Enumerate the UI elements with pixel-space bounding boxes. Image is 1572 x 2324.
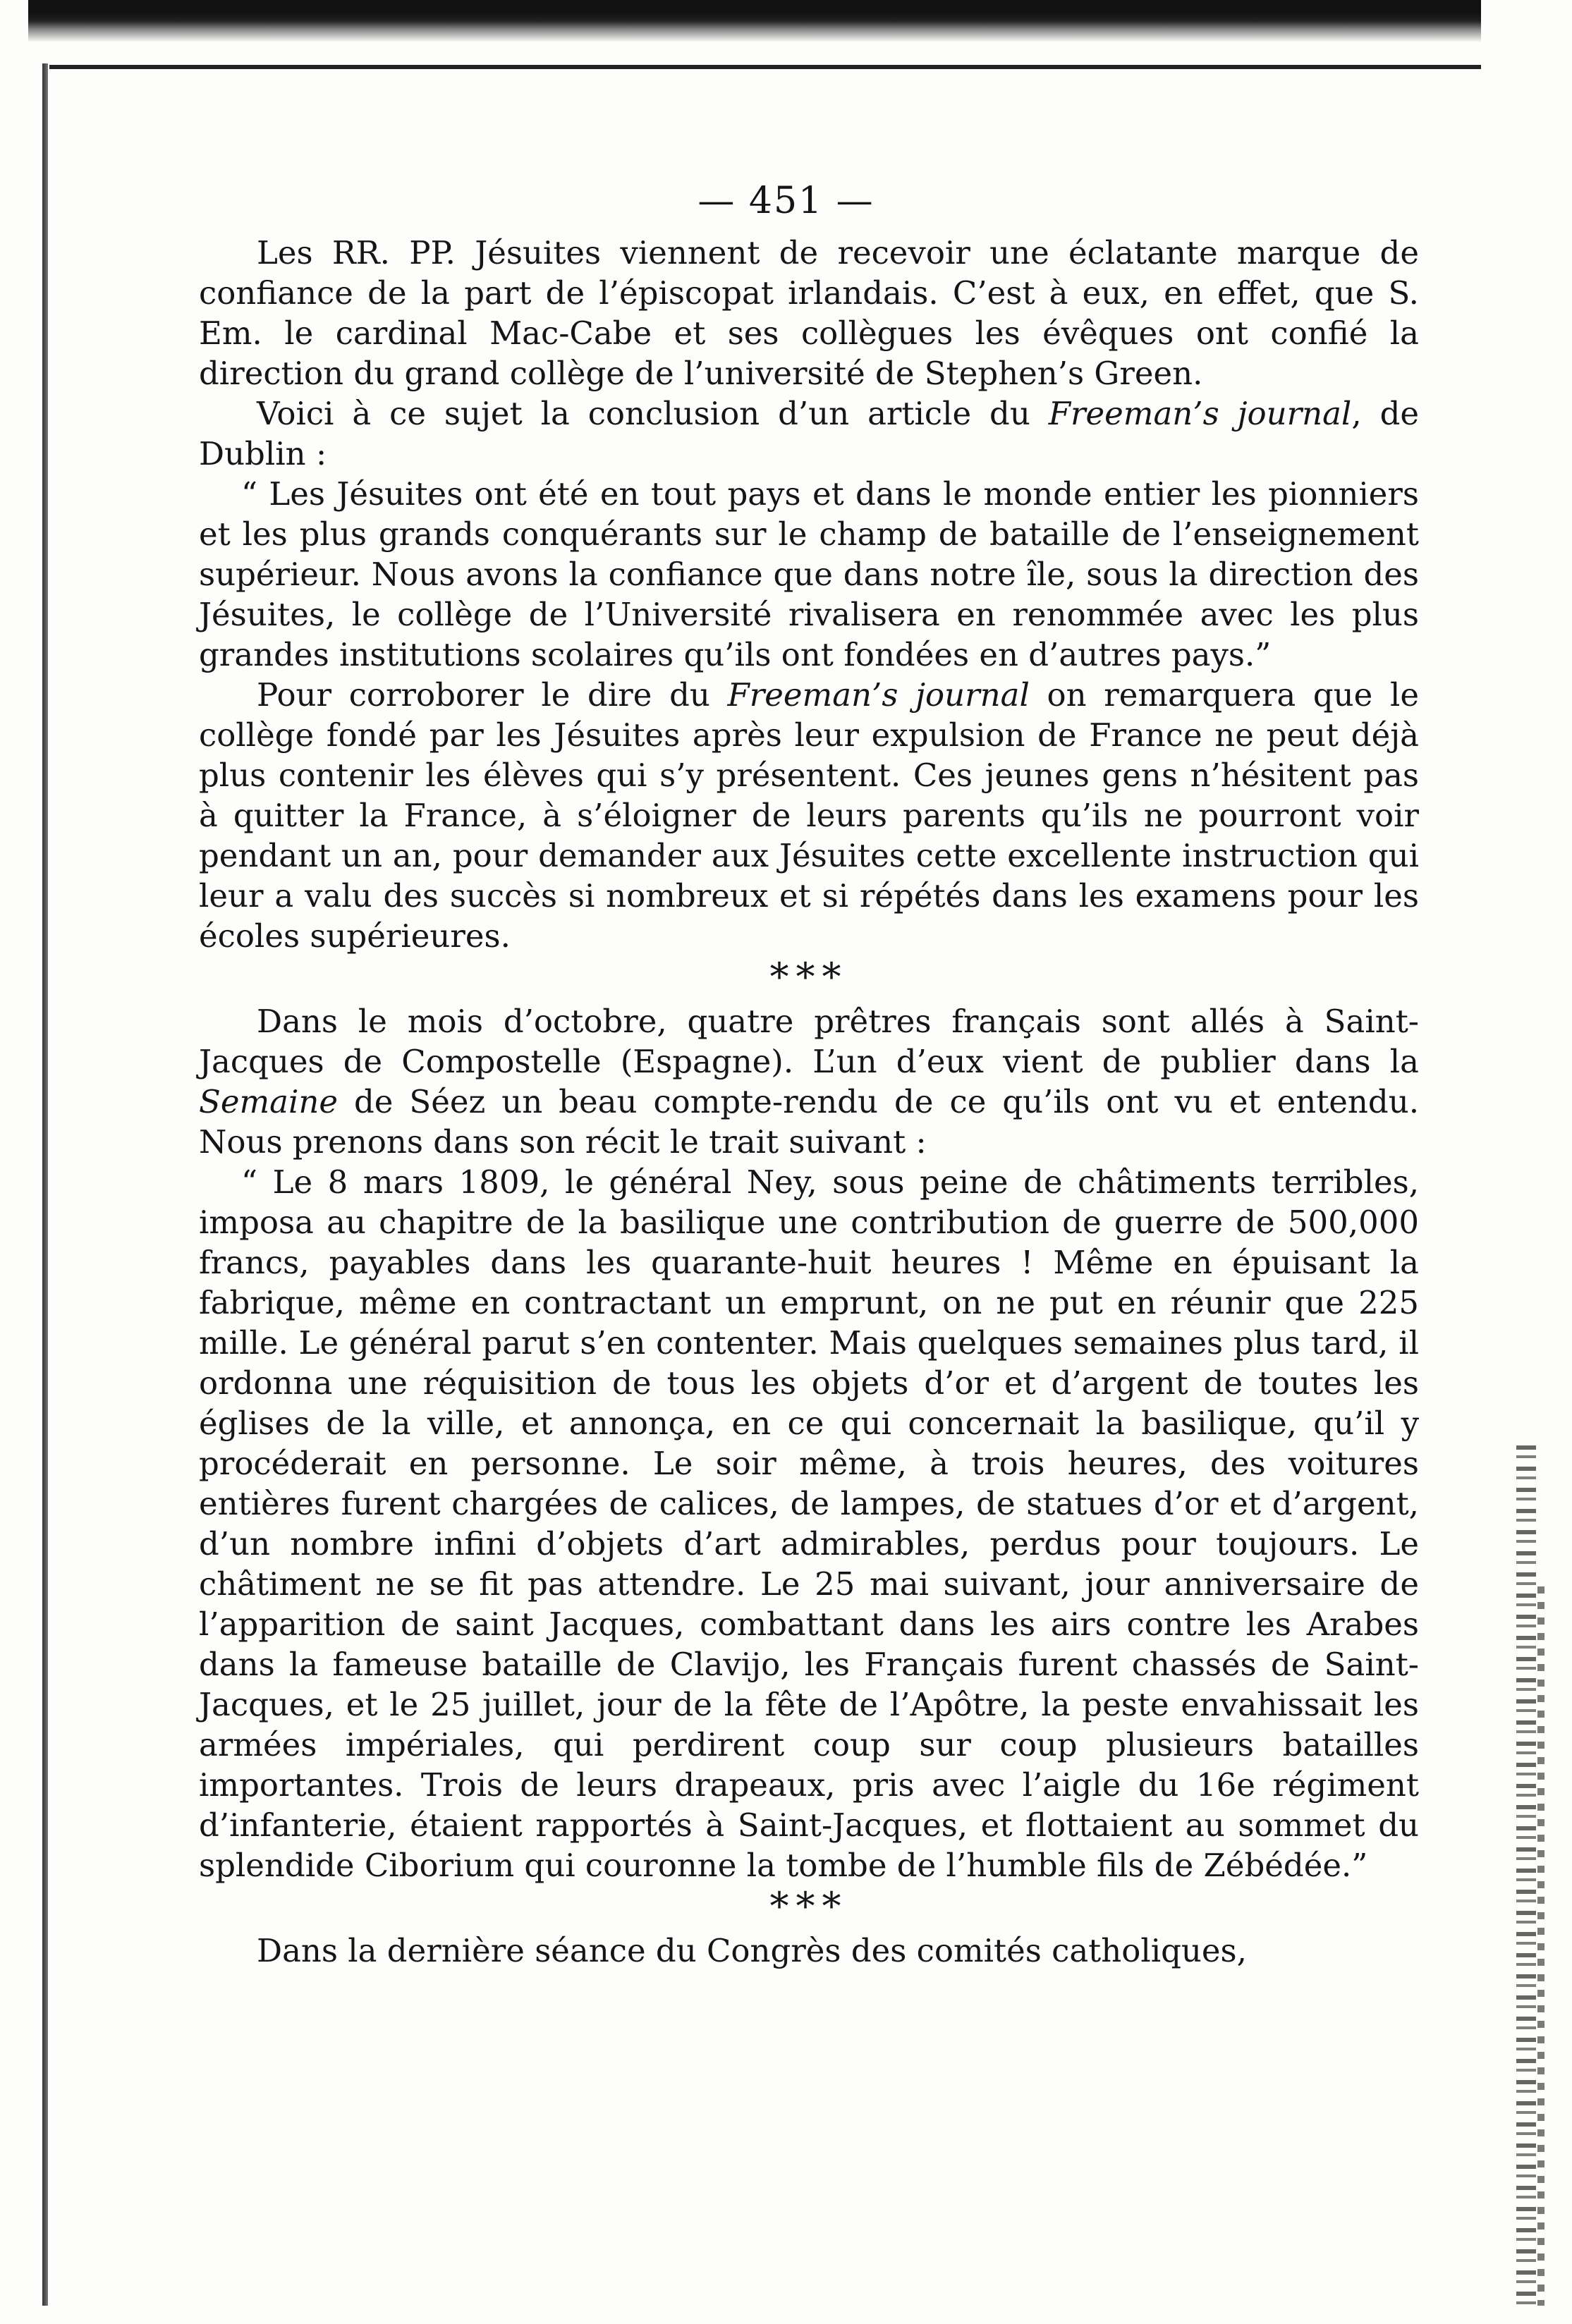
section-separator: ***	[769, 1884, 848, 1928]
paragraph-ney-quote: “ Le 8 mars 1809, le général Ney, sous peine de châtiments terribles, imposa au chapitre de la basilique une contribution de guerre de 500,000 francs, payables dans les quarante-huit heures ! Même en épuisant la fabrique, même en contractant un emprunt, on ne put en réunir que 225 mille. Le général parut s’en contenter. Mais quelques semaines plus tard, il ordonna une réquisition de tous les objets d’or et d’argent de toutes les églises de la ville, et annonça, en ce qui concernait la basilique, qu’il y procéderait en personne. Le soir même, à trois heures, des voitures entières furent chargées de calices, de lampes, de statues d’or et d’argent, d’un nombre infini d’objets d’art admirables, perdus pour toujours. Le châtiment ne se fit pas attendre. Le 25 mai suivant, jour anniversaire de l’apparition de saint Jacques, combattant dans les airs contre les Arabes dans la fameuse bataille de Clavijo, les Français furent chassés de Saint-Jacques, et le 25 juillet, jour de la fête de l’Apôtre, la peste envahissait les armées impériales, qui perdirent coup sur coup plusieurs batailles importantes. Trois de leurs drapeaux, pris avec l’aigle du 16e régiment d’infanterie, étaient rapportés à Saint-Jacques, et flottaient au sommet du splendide Ciborium qui couronne la tombe de l’humble fils de Zébédée.”	[199, 1163, 1419, 1884]
paragraph-congres: Dans la dernière séance du Congrès des comités catholiques,	[257, 1932, 1247, 1969]
page-number: — 451 —	[697, 180, 875, 222]
scan-left-edge	[42, 63, 48, 2306]
italic-title: Semaine	[199, 1083, 338, 1120]
paragraph-freeman-quote: “ Les Jésuites ont été en tout pays et dans le monde entier les pionniers et les plus grands conquérants sur le champ de bataille de l’enseignement supérieur. Nous avons la confiance que dans notre île, sous la direction des Jésuites, le collège de l’Université rivalisera en renommée avec les plus grandes institutions scolaires qu’ils ont fondées en d’autres pays.”	[199, 475, 1419, 673]
paragraph-jesuites-irlande: Les RR. PP. Jésuites viennent de recevoir une éclatante marque de confiance de la part de l’épiscopat irlandais. C’est à eux, en effet, que S. Em. le cardinal Mac-Cabe et ses collègues les évêques ont confié la direction du grand collège de l’université de Stephen’s Green.	[199, 234, 1419, 392]
scan-top-rule	[49, 65, 1481, 69]
scan-right-edge-noise-2	[1537, 1586, 1544, 2306]
paragraph-compostelle: Dans le mois d’octobre, quatre prêtres français sont allés à Saint-Jacques de Compostelle (Espagne). L’un d’eux vient de publier dans la Semaine de Séez un beau compte-rendu de ce qu’ils ont vu et entendu. Nous prenons dans son récit le trait suivant :	[199, 1003, 1419, 1161]
scan-right-edge-noise	[1516, 1445, 1536, 2313]
page-body	[199, 233, 1419, 1971]
section-separator: ***	[769, 955, 848, 999]
italic-title: Freeman’s journal	[727, 676, 1030, 714]
italic-title: Freeman’s journal	[1048, 395, 1352, 432]
paragraph-freeman-intro: Voici à ce sujet la conclusion d’un article du Freeman’s journal, de Dublin :	[199, 395, 1420, 472]
scan-top-edge	[28, 0, 1481, 42]
paragraph-corroboration: Pour corroborer le dire du Freeman’s journal on remarquera que le collège fondé par les Jésuites après leur expulsion de France ne peut déjà plus contenir les élèves qui s’y présentent. Ces jeunes gens n’hésitent pas à quitter la France, à s’éloigner de leurs parents qu’ils ne pourront voir pendant un an, pour demander aux Jésuites cette excellente instruction qui leur a valu des succès si nombreux et si répétés dans les examens pour les écoles supérieures.	[199, 676, 1419, 955]
